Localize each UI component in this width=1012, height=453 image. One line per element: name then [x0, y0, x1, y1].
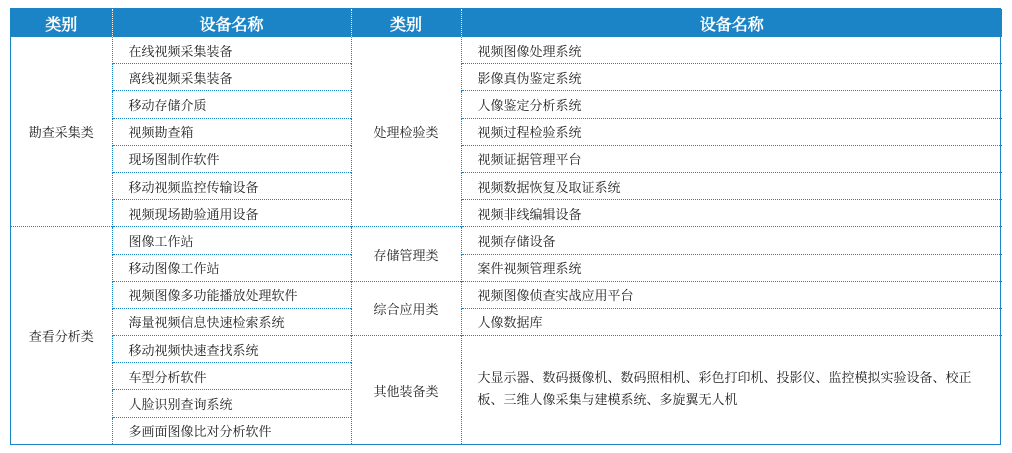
- table-row: [11, 145, 1002, 172]
- equipment-cell-other-list: 大显示器、数码摄像机、数码照相机、彩色打印机、投影仪、监控模拟实验设备、校正板、三维人像采集与建模系统、多旋翼无人机: [461, 336, 1002, 444]
- table-row: [11, 254, 1002, 281]
- equipment-cell: 车型分析软件: [112, 363, 351, 390]
- category-cell-other: 其他装备类: [351, 336, 461, 444]
- table-row: [11, 91, 1002, 118]
- equipment-table: [11, 9, 1002, 444]
- equipment-cell: 影像真伪鉴定系统: [461, 64, 1002, 91]
- equipment-table-frame: [10, 8, 1001, 445]
- equipment-cell: 视频现场勘验通用设备: [112, 200, 351, 227]
- table-row: [11, 281, 1002, 308]
- category-cell-survey: 勘查采集类: [28, 126, 94, 142]
- header-row: [11, 9, 1002, 37]
- equipment-cell: 视频存储设备: [461, 227, 1002, 254]
- header-equipment-right: 设备名称: [461, 9, 1002, 37]
- table-row: [11, 37, 1002, 64]
- table-row: [11, 308, 1002, 335]
- category-cell-application: 综合应用类: [351, 281, 461, 335]
- equipment-cell: 多画面图像比对分析软件: [112, 417, 351, 444]
- equipment-cell: 视频数据恢复及取证系统: [461, 172, 1002, 199]
- equipment-cell: 移动视频快速查找系统: [112, 336, 351, 363]
- equipment-cell: 移动存储介质: [112, 91, 351, 118]
- equipment-cell: 移动图像工作站: [112, 254, 351, 281]
- equipment-cell: 视频过程检验系统: [461, 118, 1002, 145]
- header-category-left: 类别: [11, 9, 112, 37]
- equipment-cell: 离线视频采集装备: [112, 64, 351, 91]
- category-cell-storage: 存储管理类: [351, 227, 461, 281]
- equipment-cell: 案件视频管理系统: [461, 254, 1002, 281]
- equipment-cell: 视频证据管理平台: [461, 145, 1002, 172]
- equipment-cell: 视频图像多功能播放处理软件: [112, 281, 351, 308]
- table-row: [11, 336, 1002, 363]
- equipment-cell: 人像鉴定分析系统: [461, 91, 1002, 118]
- equipment-cell: 移动视频监控传输设备: [112, 172, 351, 199]
- table-row: [11, 227, 1002, 254]
- table-row: [11, 64, 1002, 91]
- equipment-cell: 视频非线编辑设备: [461, 200, 1002, 227]
- table-row: [11, 172, 1002, 199]
- equipment-cell: 视频图像侦查实战应用平台: [461, 281, 1002, 308]
- equipment-cell: 在线视频采集装备: [112, 37, 351, 64]
- header-category-right: 类别: [351, 9, 461, 37]
- equipment-cell: 视频图像处理系统: [461, 37, 1002, 64]
- equipment-cell: 视频勘查箱: [112, 118, 351, 145]
- equipment-cell: 人像数据库: [461, 308, 1002, 335]
- table-row: [11, 118, 1002, 145]
- equipment-cell: 图像工作站: [112, 227, 351, 254]
- equipment-cell: 现场图制作软件: [112, 145, 351, 172]
- category-cell-processing: 处理检验类: [351, 37, 461, 227]
- table-row: [11, 200, 1002, 227]
- header-equipment-left: 设备名称: [112, 9, 351, 37]
- equipment-cell: 海量视频信息快速检索系统: [112, 308, 351, 335]
- category-cell-analysis: 查看分析类: [11, 227, 112, 444]
- equipment-cell: 人脸识别查询系统: [112, 390, 351, 417]
